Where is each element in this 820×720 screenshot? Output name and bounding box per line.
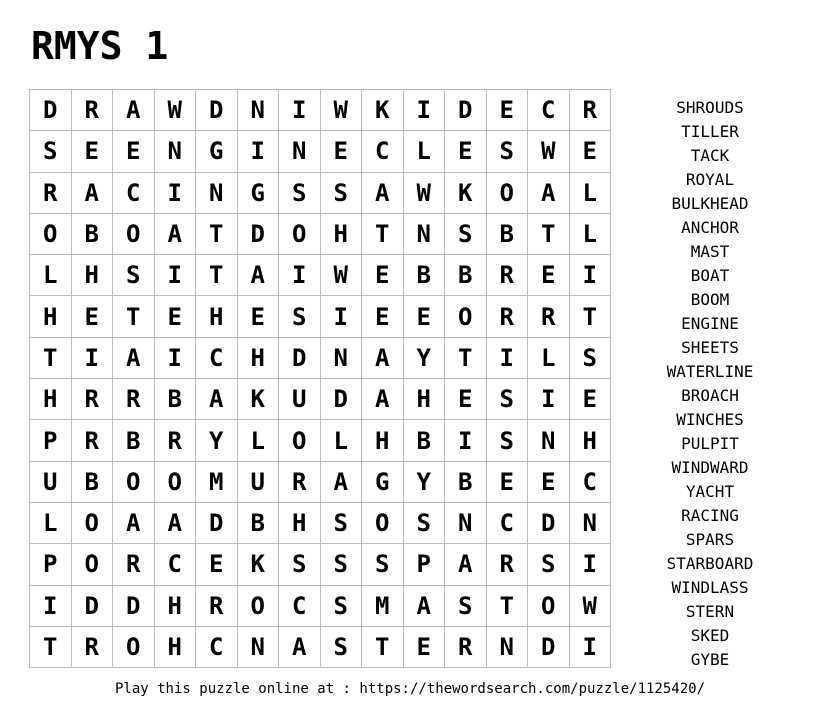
grid-cell[interactable]: U	[238, 462, 280, 503]
grid-cell[interactable]: D	[238, 214, 280, 255]
grid-cell[interactable]: S	[487, 420, 529, 461]
grid-cell[interactable]: L	[30, 255, 72, 296]
grid-cell[interactable]: M	[362, 586, 404, 627]
grid-cell[interactable]: A	[404, 586, 446, 627]
grid-cell[interactable]: S	[279, 296, 321, 337]
grid-cell[interactable]: E	[238, 296, 280, 337]
grid-cell[interactable]: E	[445, 379, 487, 420]
grid-cell[interactable]: U	[279, 379, 321, 420]
grid-cell[interactable]: E	[528, 255, 570, 296]
grid-cell[interactable]: A	[155, 503, 197, 544]
grid-cell[interactable]: T	[528, 214, 570, 255]
grid-cell[interactable]: L	[570, 173, 612, 214]
grid-cell[interactable]: N	[445, 503, 487, 544]
grid-cell[interactable]: C	[362, 131, 404, 172]
grid-cell[interactable]: Y	[404, 462, 446, 503]
grid-cell[interactable]: C	[113, 173, 155, 214]
grid-cell[interactable]: H	[155, 627, 197, 668]
grid-cell[interactable]: N	[404, 214, 446, 255]
grid-cell[interactable]: E	[487, 462, 529, 503]
word-list-item: SHROUDS	[676, 98, 744, 117]
grid-cell[interactable]: T	[113, 296, 155, 337]
grid-cell[interactable]: I	[279, 255, 321, 296]
grid-cell[interactable]: E	[570, 131, 612, 172]
grid-cell[interactable]: R	[487, 296, 529, 337]
grid-cell[interactable]: E	[404, 627, 446, 668]
grid-cell[interactable]: N	[321, 338, 363, 379]
grid-cell[interactable]: I	[238, 131, 280, 172]
grid-cell[interactable]: A	[321, 462, 363, 503]
grid-cell[interactable]: B	[113, 420, 155, 461]
grid-cell[interactable]: O	[487, 173, 529, 214]
grid-cell[interactable]: P	[404, 544, 446, 585]
grid-cell[interactable]: E	[196, 544, 238, 585]
grid-cell[interactable]: A	[155, 214, 197, 255]
grid-cell[interactable]: L	[321, 420, 363, 461]
grid-cell[interactable]: E	[72, 131, 114, 172]
grid-cell[interactable]: S	[487, 131, 529, 172]
grid-cell[interactable]: K	[445, 173, 487, 214]
grid-cell[interactable]: A	[72, 173, 114, 214]
grid-cell[interactable]: A	[279, 627, 321, 668]
grid-cell[interactable]: P	[30, 420, 72, 461]
grid-cell[interactable]: I	[570, 255, 612, 296]
grid-cell[interactable]: E	[570, 379, 612, 420]
grid-cell[interactable]: S	[113, 255, 155, 296]
grid-cell[interactable]: H	[72, 255, 114, 296]
grid-cell[interactable]: R	[113, 544, 155, 585]
grid-cell[interactable]: A	[238, 255, 280, 296]
grid-cell[interactable]: B	[487, 214, 529, 255]
footer-link-text: Play this puzzle online at : https://thewordsearch.com/puzzle/1125420/	[114, 681, 705, 697]
word-list-item: BOOM	[690, 290, 730, 309]
grid-cell[interactable]: A	[196, 379, 238, 420]
grid-cell[interactable]: E	[404, 296, 446, 337]
grid-cell[interactable]: N	[279, 131, 321, 172]
grid-cell[interactable]: L	[570, 214, 612, 255]
word-list-item: YACHT	[685, 482, 735, 501]
puzzle-title: RMYS 1	[31, 24, 169, 68]
grid-cell[interactable]: E	[113, 131, 155, 172]
grid-cell[interactable]: E	[72, 296, 114, 337]
grid-cell[interactable]: K	[238, 379, 280, 420]
word-list-item: TACK	[690, 146, 730, 165]
grid-cell[interactable]: N	[155, 131, 197, 172]
grid-cell[interactable]: R	[487, 544, 529, 585]
grid-cell[interactable]: A	[445, 544, 487, 585]
grid-cell[interactable]: A	[528, 173, 570, 214]
grid-cell[interactable]: T	[445, 338, 487, 379]
grid-cell[interactable]: T	[196, 214, 238, 255]
grid-cell[interactable]: T	[30, 338, 72, 379]
grid-cell[interactable]: A	[113, 90, 155, 131]
grid-cell[interactable]: A	[362, 379, 404, 420]
grid-cell[interactable]: R	[113, 379, 155, 420]
grid-cell[interactable]: L	[404, 131, 446, 172]
grid-cell[interactable]: R	[30, 173, 72, 214]
grid-cell[interactable]: N	[487, 627, 529, 668]
grid-cell[interactable]: H	[30, 379, 72, 420]
grid-cell[interactable]: B	[72, 462, 114, 503]
grid-cell[interactable]: H	[404, 379, 446, 420]
grid-cell[interactable]: D	[30, 90, 72, 131]
grid-cell[interactable]: K	[362, 90, 404, 131]
grid-cell[interactable]: S	[321, 173, 363, 214]
grid-cell[interactable]: I	[279, 90, 321, 131]
word-list-item: ROYAL	[685, 170, 735, 189]
grid-cell[interactable]: O	[72, 503, 114, 544]
grid-cell[interactable]: D	[279, 338, 321, 379]
word-list	[650, 96, 770, 672]
grid-cell[interactable]: I	[570, 544, 612, 585]
grid-cell[interactable]: E	[487, 90, 529, 131]
grid-cell[interactable]: W	[404, 173, 446, 214]
word-list-item: WINDWARD	[671, 458, 749, 477]
word-list-item: SKED	[690, 626, 730, 645]
grid-cell[interactable]: C	[570, 462, 612, 503]
grid-cell[interactable]: G	[362, 462, 404, 503]
grid-cell[interactable]: A	[362, 173, 404, 214]
grid-cell[interactable]: I	[155, 173, 197, 214]
grid-cell[interactable]: B	[404, 420, 446, 461]
grid-cell[interactable]: B	[238, 503, 280, 544]
grid-cell[interactable]: O	[238, 586, 280, 627]
grid-cell[interactable]: N	[528, 420, 570, 461]
grid-cell[interactable]: T	[196, 255, 238, 296]
grid-cell[interactable]: S	[528, 544, 570, 585]
grid-cell[interactable]: Y	[404, 338, 446, 379]
grid-cell[interactable]: B	[404, 255, 446, 296]
grid-cell[interactable]: I	[30, 586, 72, 627]
grid-cell[interactable]: D	[72, 586, 114, 627]
grid-cell[interactable]: B	[445, 255, 487, 296]
grid-cell[interactable]: S	[279, 173, 321, 214]
word-list-item: SHEETS	[681, 338, 739, 357]
grid-cell[interactable]: S	[279, 544, 321, 585]
grid-cell[interactable]: D	[196, 503, 238, 544]
grid-cell[interactable]: D	[113, 586, 155, 627]
grid-cell[interactable]: O	[113, 214, 155, 255]
grid-cell[interactable]: H	[238, 338, 280, 379]
grid-cell[interactable]: A	[113, 503, 155, 544]
grid-cell[interactable]: H	[155, 586, 197, 627]
grid-cell[interactable]: D	[196, 90, 238, 131]
grid-cell[interactable]: S	[445, 214, 487, 255]
grid-cell[interactable]: L	[238, 420, 280, 461]
grid-cell[interactable]: R	[72, 627, 114, 668]
grid-cell[interactable]: O	[113, 627, 155, 668]
grid-cell[interactable]: I	[321, 296, 363, 337]
grid-cell[interactable]: S	[570, 338, 612, 379]
grid-cell[interactable]: O	[155, 462, 197, 503]
grid-cell[interactable]: C	[196, 338, 238, 379]
grid-cell[interactable]: A	[362, 338, 404, 379]
word-list-item: PULPIT	[681, 434, 739, 453]
grid-cell[interactable]: O	[362, 503, 404, 544]
word-list-item: STERN	[685, 602, 735, 621]
word-list-item: TILLER	[681, 122, 739, 141]
grid-cell[interactable]: P	[30, 544, 72, 585]
word-list-item: WINDLASS	[671, 578, 749, 597]
grid-cell[interactable]: S	[321, 586, 363, 627]
word-list-item: SPARS	[685, 530, 735, 549]
grid-cell[interactable]: W	[321, 90, 363, 131]
word-list-item: GYBE	[690, 650, 730, 669]
grid-cell[interactable]: B	[155, 379, 197, 420]
grid-cell[interactable]: W	[321, 255, 363, 296]
grid-cell[interactable]: C	[528, 90, 570, 131]
word-list-item: BOAT	[690, 266, 730, 285]
grid-cell[interactable]: O	[445, 296, 487, 337]
grid-cell[interactable]: E	[362, 296, 404, 337]
grid-cell[interactable]: U	[30, 462, 72, 503]
grid-cell[interactable]: N	[238, 627, 280, 668]
grid-cell[interactable]: O	[279, 214, 321, 255]
grid-cell[interactable]: K	[238, 544, 280, 585]
grid-cell[interactable]: Y	[196, 420, 238, 461]
grid-cell[interactable]: S	[321, 627, 363, 668]
grid-cell[interactable]: I	[404, 90, 446, 131]
grid-cell[interactable]: T	[570, 296, 612, 337]
grid-cell[interactable]: B	[72, 214, 114, 255]
letter-grid[interactable]	[29, 89, 611, 668]
grid-cell[interactable]: N	[570, 503, 612, 544]
word-list-item: ENGINE	[681, 314, 739, 333]
grid-cell[interactable]: G	[238, 173, 280, 214]
grid-cell[interactable]: I	[528, 379, 570, 420]
word-list-item: WINCHES	[676, 410, 744, 429]
grid-cell[interactable]: S	[321, 544, 363, 585]
grid-cell[interactable]: O	[279, 420, 321, 461]
grid-cell[interactable]: T	[362, 214, 404, 255]
grid-cell[interactable]: O	[72, 544, 114, 585]
grid-cell[interactable]: I	[155, 338, 197, 379]
grid-cell[interactable]: O	[113, 462, 155, 503]
grid-cell[interactable]: R	[196, 586, 238, 627]
grid-cell[interactable]: R	[445, 627, 487, 668]
grid-cell[interactable]: S	[321, 503, 363, 544]
grid-cell[interactable]: D	[528, 627, 570, 668]
grid-cell[interactable]: A	[113, 338, 155, 379]
grid-cell[interactable]: L	[528, 338, 570, 379]
grid-cell[interactable]: H	[279, 503, 321, 544]
grid-cell[interactable]: I	[155, 255, 197, 296]
grid-cell[interactable]: R	[487, 255, 529, 296]
word-list-item: WATERLINE	[666, 362, 754, 381]
grid-cell[interactable]: T	[362, 627, 404, 668]
grid-cell[interactable]: W	[155, 90, 197, 131]
grid-cell[interactable]: I	[445, 420, 487, 461]
grid-cell[interactable]: S	[404, 503, 446, 544]
word-list-item: MAST	[690, 242, 730, 261]
grid-cell[interactable]: E	[321, 131, 363, 172]
grid-cell[interactable]: W	[570, 586, 612, 627]
grid-cell[interactable]: R	[72, 420, 114, 461]
grid-cell[interactable]: E	[155, 296, 197, 337]
word-list-item: BULKHEAD	[671, 194, 749, 213]
grid-cell[interactable]: D	[321, 379, 363, 420]
grid-cell[interactable]: S	[487, 379, 529, 420]
grid-cell[interactable]: H	[30, 296, 72, 337]
grid-cell[interactable]: R	[72, 379, 114, 420]
word-list-item: RACING	[681, 506, 739, 525]
word-list-item: BROACH	[681, 386, 739, 405]
grid-cell[interactable]: C	[196, 627, 238, 668]
word-list-item: STARBOARD	[666, 554, 754, 573]
grid-cell[interactable]: O	[528, 586, 570, 627]
grid-cell[interactable]: S	[30, 131, 72, 172]
grid-cell[interactable]: T	[487, 586, 529, 627]
grid-cell[interactable]: W	[528, 131, 570, 172]
grid-cell[interactable]: R	[570, 90, 612, 131]
grid-cell[interactable]: S	[445, 586, 487, 627]
grid-cell[interactable]: H	[321, 214, 363, 255]
grid-cell[interactable]: E	[528, 462, 570, 503]
grid-cell[interactable]: S	[362, 544, 404, 585]
grid-cell[interactable]: N	[196, 173, 238, 214]
grid-cell[interactable]: E	[362, 255, 404, 296]
grid-cell[interactable]: G	[196, 131, 238, 172]
grid-cell[interactable]: I	[72, 338, 114, 379]
grid-cell[interactable]: L	[30, 503, 72, 544]
grid-cell[interactable]: H	[196, 296, 238, 337]
grid-cell[interactable]: T	[30, 627, 72, 668]
grid-cell[interactable]: D	[528, 503, 570, 544]
grid-cell[interactable]: O	[30, 214, 72, 255]
grid-cell[interactable]: C	[487, 503, 529, 544]
word-list-item: ANCHOR	[681, 218, 739, 237]
grid-cell[interactable]: I	[487, 338, 529, 379]
grid-cell[interactable]: M	[196, 462, 238, 503]
grid-cell[interactable]: R	[528, 296, 570, 337]
grid-cell[interactable]: D	[445, 90, 487, 131]
grid-cell[interactable]: R	[72, 90, 114, 131]
grid-cell[interactable]: R	[279, 462, 321, 503]
grid-cell[interactable]: B	[445, 462, 487, 503]
grid-cell[interactable]: E	[445, 131, 487, 172]
grid-cell[interactable]: H	[570, 420, 612, 461]
grid-cell[interactable]: H	[362, 420, 404, 461]
grid-cell[interactable]: N	[238, 90, 280, 131]
grid-cell[interactable]: C	[155, 544, 197, 585]
grid-cell[interactable]: C	[279, 586, 321, 627]
grid-cell[interactable]: R	[155, 420, 197, 461]
grid-cell[interactable]: I	[570, 627, 612, 668]
